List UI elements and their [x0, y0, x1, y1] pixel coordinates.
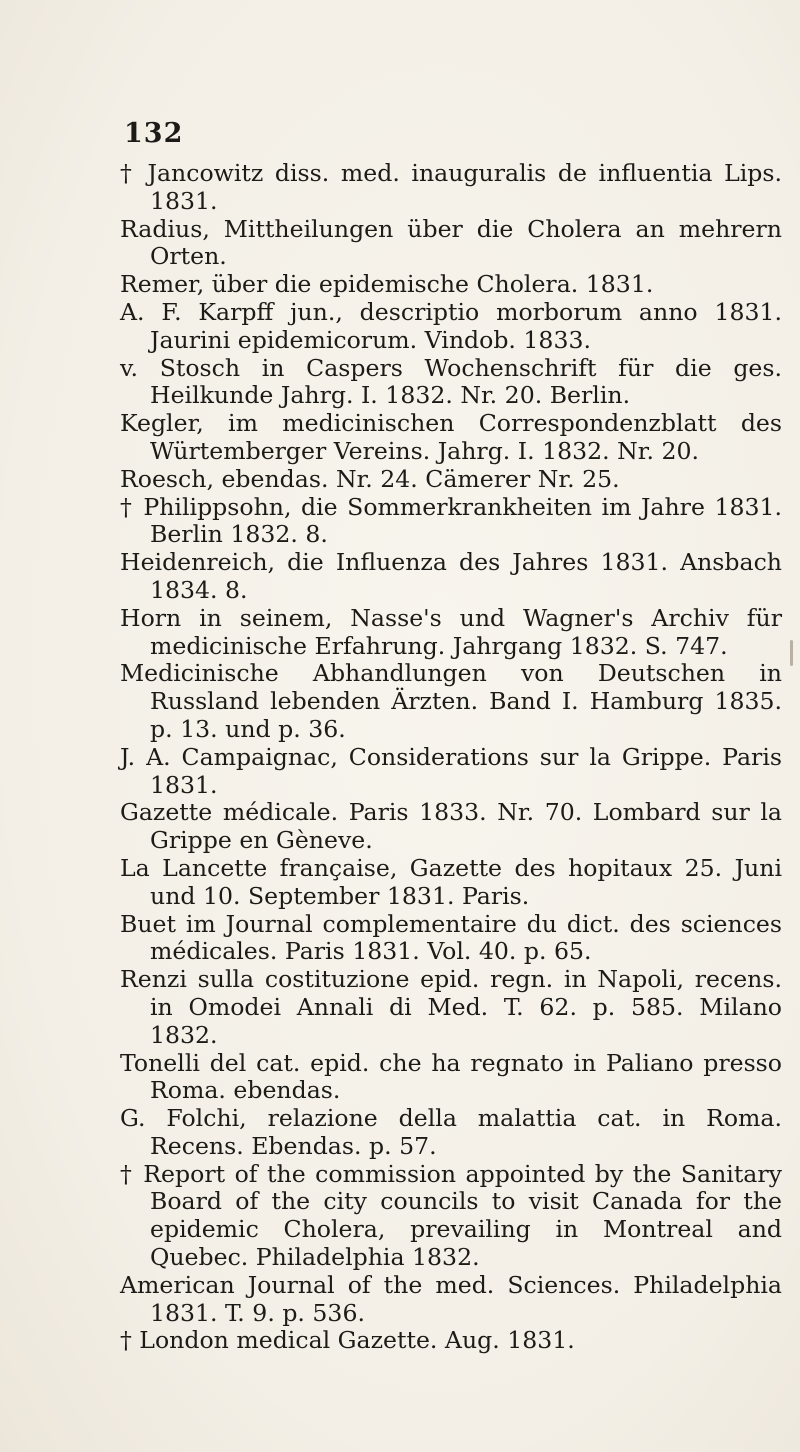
bibliography-list: [120, 160, 782, 1355]
page-edge-mark: [790, 640, 793, 666]
bibliography-entry: Radius, Mittheilungen über die Cholera an mehrern Orten.: [120, 214, 782, 271]
bibliography-entry: Renzi sulla costituzione epid. regn. in Napoli, recens. in Omodei Annali di Med. T. 62. p. 585. Milano 1832.: [120, 965, 782, 1049]
bibliography-entry: J. A. Campaignac, Considerations sur la Grippe. Paris 1831.: [120, 742, 782, 799]
bibliography-entry: Medicinische Abhandlungen von Deutschen in Russland lebenden Ärzten. Band I. Hamburg 1835. p. 13. und p. 36.: [120, 659, 782, 743]
bibliography-entry: Kegler, im medicinischen Correspondenzblatt des Würtemberger Vereins. Jahrg. I. 1832. Nr. 20.: [120, 409, 782, 465]
bibliography-entry: American Journal of the med. Sciences. Philadelphia 1831. T. 9. p. 536.: [120, 1270, 782, 1327]
bibliography-entry: Remer, über die epidemische Cholera. 1831.: [120, 270, 654, 299]
bibliography-entry: Roesch, ebendas. Nr. 24. Cämerer Nr. 25.: [120, 464, 620, 493]
bibliography-entry: † Philippsohn, die Sommerkrankheiten im Jahre 1831. Berlin 1832. 8.: [120, 492, 782, 549]
bibliography-entry: Tonelli del cat. epid. che ha regnato in Paliano presso Roma. ebendas.: [120, 1048, 782, 1105]
bibliography-entry: † Jancowitz diss. med. inauguralis de influentia Lips. 1831.: [120, 159, 782, 215]
bibliography-entry: Horn in seinem, Nasse's und Wagner's Archiv für medicinische Erfahrung. Jahrgang 1832. S. 747.: [120, 603, 782, 660]
bibliography-entry: G. Folchi, relazione della malattia cat. in Roma. Recens. Ebendas. p. 57.: [120, 1104, 782, 1160]
bibliography-entry: Gazette médicale. Paris 1833. Nr. 70. Lombard sur la Grippe en Gèneve.: [120, 798, 782, 855]
bibliography-entry: Heidenreich, die Influenza des Jahres 1831. Ansbach 1834. 8.: [120, 548, 782, 604]
bibliography-entry: v. Stosch in Caspers Wochenschrift für die ges. Heilkunde Jahrg. I. 1832. Nr. 20. Berlin.: [120, 353, 782, 410]
bibliography-entry: Buet im Journal complementaire du dict. des sciences médicales. Paris 1831. Vol. 40. p. 65.: [120, 909, 782, 966]
bibliography-entry: † Report of the commission appointed by the Sanitary Board of the city councils to visit Canada for the epidemic Cholera, prevailing in Montreal and Quebec. Philadelphia 1832.: [120, 1159, 782, 1272]
bibliography-entry: La Lancette française, Gazette des hopitaux 25. Juni und 10. September 1831. Paris.: [120, 853, 782, 910]
bibliography-entry: A. F. Karpff jun., descriptio morborum anno 1831. Jaurini epidemicorum. Vindob. 1833.: [120, 297, 782, 354]
bibliography-entry: † London medical Gazette. Aug. 1831.: [120, 1326, 575, 1355]
page-number: 132: [124, 118, 184, 149]
